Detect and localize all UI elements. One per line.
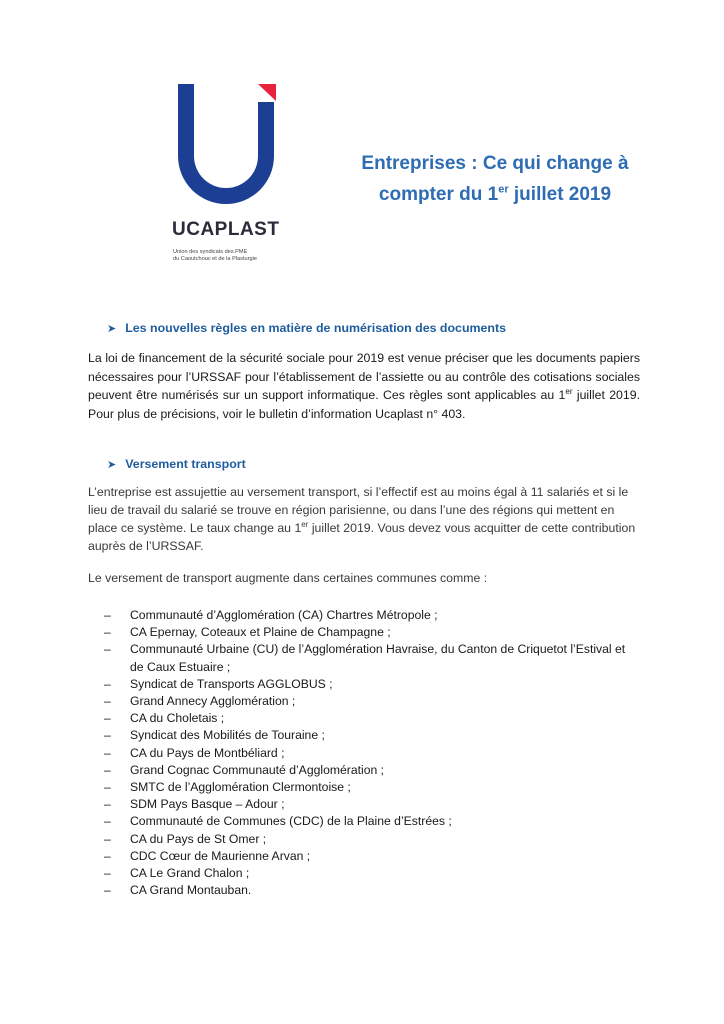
list-item <box>104 831 625 848</box>
dash-bullet: – <box>104 762 111 777</box>
list-item <box>104 607 625 624</box>
list-item-text: SDM Pays Basque – Adour ; <box>130 797 285 812</box>
list-item-text: Communauté de Communes (CDC) de la Plaine d’Estrées ; <box>130 814 452 829</box>
list-item-text: CA Grand Montauban. <box>130 883 252 898</box>
arrow-bullet-icon: ➤ <box>107 323 117 335</box>
section-heading-numerisation: ➤ Les nouvelles règles en matière de numérisation des documents <box>107 321 507 335</box>
list-item <box>104 693 625 710</box>
dash-bullet: – <box>104 608 111 622</box>
dash-bullet: – <box>104 711 111 726</box>
list-item-text: de Caux Estuaire ; <box>130 659 231 674</box>
list-item-text: Grand Annecy Agglomération ; <box>130 694 296 709</box>
list-item <box>104 796 625 813</box>
page-title <box>340 148 650 210</box>
title-line: Entreprises : Ce qui change à <box>361 153 629 174</box>
dash-bullet: – <box>104 814 111 829</box>
dash-bullet: – <box>104 866 111 881</box>
paragraph-line: La loi de financement de la sécurité sociale pour 2019 est venue préciser que les documents papiers <box>88 351 640 365</box>
ucaplast-u-mark <box>176 84 276 209</box>
list-item <box>104 882 625 899</box>
logo-subtitle <box>173 249 257 264</box>
paragraph-line: Pour plus de précisions, voir le bulletin d’information Ucaplast n° 403. <box>88 406 466 421</box>
dash-bullet: – <box>104 848 111 863</box>
list-item <box>104 641 625 658</box>
versement-transport-paragraph <box>88 483 640 555</box>
list-item <box>104 659 625 676</box>
section-heading-versement-transport: ➤ Versement transport <box>107 457 246 471</box>
arrow-bullet-icon: ➤ <box>107 459 117 471</box>
list-item-text: CDC Cœur de Maurienne Arvan ; <box>130 848 311 863</box>
dash-bullet: – <box>104 745 111 760</box>
list-item-text: CA du Pays de Montbéliard ; <box>130 745 285 760</box>
numerisation-paragraph <box>88 349 640 423</box>
list-item-text: SMTC de l’Agglomération Clermontoise ; <box>130 780 351 795</box>
list-item <box>104 710 625 727</box>
list-item <box>104 813 625 830</box>
list-item <box>104 676 625 693</box>
dash-bullet: – <box>104 883 111 898</box>
title-line: compter du 1er juillet 2019 <box>378 183 612 205</box>
list-item-text: Syndicat de Transports AGGLOBUS ; <box>130 676 333 691</box>
dash-bullet: – <box>104 694 111 709</box>
dash-bullet: – <box>104 797 111 812</box>
communes-intro: Le versement de transport augmente dans certaines communes comme : <box>88 571 488 585</box>
dash-bullet: – <box>104 780 111 795</box>
list-item <box>104 624 625 641</box>
list-item <box>104 848 625 865</box>
list-item-text: Communauté d’Agglomération (CA) Chartres Métropole ; <box>130 608 438 622</box>
list-item <box>104 727 625 744</box>
list-item-text: Communauté Urbaine (CU) de l’Agglomération Havraise, du Canton de Criquetot l’Estival et <box>130 642 626 657</box>
list-item-text: CA du Choletais ; <box>130 711 225 726</box>
ucaplast-logo <box>170 84 280 274</box>
dash-bullet: – <box>104 831 111 846</box>
dash-bullet: – <box>104 625 111 640</box>
paragraph-line: lieu de travail du salarié se trouve en région parisienne, ou dans l’une des régions qui mettent en <box>88 503 615 517</box>
list-item-text: CA Le Grand Chalon ; <box>130 866 250 881</box>
dash-bullet: – <box>104 728 111 743</box>
list-item <box>104 762 625 779</box>
paragraph-line: nécessaires pour l’URSSAF pour l’établissement de l’assiette ou au contrôle des cotisations sociales <box>88 369 640 384</box>
paragraph-line: L’entreprise est assujettie au versement transport, si l’effectif est au moins égal à 11 salariés et si le <box>88 485 629 499</box>
paragraph-line: place ce système. Le taux change au 1er juillet 2019. Vous devez vous acquitter de cette contribution <box>88 519 636 535</box>
dash-bullet: – <box>104 676 111 691</box>
communes-list <box>104 607 625 899</box>
logo-subtitle-line: du Caoutchouc et de la Plasturgie <box>173 256 257 263</box>
paragraph-line: auprès de l’URSSAF. <box>88 539 204 553</box>
paragraph-line: peuvent être numérisés sur un support informatique. Ces règles sont applicables au 1er juillet 2019. <box>88 386 640 402</box>
list-item <box>104 865 625 882</box>
dash-bullet: – <box>104 642 111 657</box>
list-item-text: Syndicat des Mobilités de Touraine ; <box>130 728 325 743</box>
list-item-text: Grand Cognac Communauté d’Agglomération ; <box>130 762 385 777</box>
list-item <box>104 779 625 796</box>
list-item-text: CA du Pays de St Omer ; <box>130 831 267 846</box>
logo-wordmark: UCAPLAST <box>172 219 280 240</box>
list-item-text: CA Epernay, Coteaux et Plaine de Champagne ; <box>130 625 391 640</box>
logo-subtitle-line: Union des syndicats des PME <box>173 249 248 255</box>
list-item <box>104 745 625 762</box>
